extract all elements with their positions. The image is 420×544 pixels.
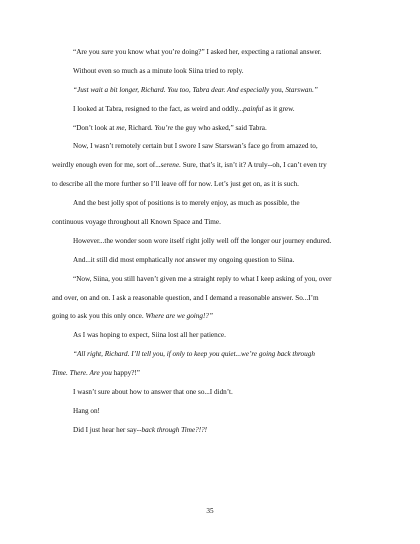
paragraph-line <box>52 364 382 383</box>
italic-text-run: sure <box>101 48 114 56</box>
paragraph-line <box>52 137 382 156</box>
text-run: “Are you <box>73 48 102 56</box>
paragraph-line <box>52 194 382 213</box>
paragraph-line <box>52 213 382 232</box>
italic-text-run: serene. <box>160 161 181 170</box>
text-run: Richard. <box>126 123 155 132</box>
text-run: weirdly enough even for me, sort of... <box>52 161 161 170</box>
italic-text-run: not <box>174 255 185 264</box>
italic-text-run: Where are we going!?” <box>145 312 213 321</box>
text-run: Did I just hear her say-- <box>73 425 142 434</box>
paragraph-line <box>52 270 382 289</box>
text-run: the guy who asked,” said Tabra. <box>173 123 267 132</box>
paragraph-line <box>52 289 382 308</box>
text-run: And...it still did most emphatically <box>73 255 175 264</box>
italic-text-run: Starswan.” <box>285 85 318 94</box>
paragraph-line <box>52 326 382 345</box>
text-run: Hang on! <box>73 406 100 415</box>
paragraph-line <box>52 119 382 138</box>
italic-text-run: back through Time?!?! <box>141 425 208 434</box>
text-run: continuous voyage throughout all Known Space and Time. <box>52 218 221 227</box>
text-run: Without even so much as a minute look Siina tried to reply. <box>73 66 244 75</box>
paragraph-line <box>52 421 382 440</box>
paragraph-line <box>52 307 382 326</box>
paragraph-line <box>52 100 382 119</box>
text-run: I wasn’t sure about how to answer that one so...I didn’t. <box>73 388 233 397</box>
text-run: you know what you’re doing?” I asked her, expecting a rational answer. <box>113 48 322 56</box>
text-run: And the best jolly spot of positions is to merely enjoy, as much as possible, the <box>73 199 300 208</box>
paragraph-line <box>52 251 382 270</box>
text-run: Now, I wasn’t remotely certain but I swore I saw Starswan’s face go from amazed to, <box>73 142 318 151</box>
text-run: and over, on and on. I ask a reasonable question, and I demand a reasonable answer. So...I’m <box>52 293 319 302</box>
text-run: However...the wonder soon wore itself right jolly well off the longer our journey endured. <box>73 236 332 245</box>
paragraph-line <box>52 62 382 81</box>
paragraph-line <box>52 345 382 364</box>
paragraph-line <box>52 81 382 100</box>
text-run: going to ask you this only once. <box>52 312 146 321</box>
text-run: “Don’t look at <box>73 123 117 132</box>
text-run: as it grew. <box>263 104 295 113</box>
text-run: “Now, Siina, you still haven’t given me a straight reply to what I keep asking of you, over <box>73 274 332 283</box>
italic-text-run: Time. There. Are you <box>52 369 114 378</box>
italic-text-run: painful <box>243 104 264 113</box>
paragraph-line <box>52 383 382 402</box>
paragraph-line <box>52 175 382 194</box>
body-text <box>52 43 382 440</box>
paragraph-line <box>52 402 382 421</box>
text-run: you, <box>270 85 286 94</box>
paragraph-line <box>52 156 382 175</box>
paragraph-line <box>52 232 382 251</box>
text-run: answer my ongoing question to Siina. <box>184 255 295 264</box>
text-run: Sure, that’s it, isn’t it? A truly--oh, I can’t even try <box>180 161 327 170</box>
page-number: 35 <box>206 507 214 515</box>
paragraph-line <box>52 43 382 62</box>
text-run: to describe all the more further so I’ll leave off for now. Let’s just get on, as it is such. <box>52 180 299 189</box>
italic-text-run: me, <box>116 123 127 132</box>
text-run: As I was hoping to expect, Siina lost all her patience. <box>73 331 226 340</box>
text-run: happy?!” <box>113 369 140 378</box>
italic-text-run: You’re <box>154 123 174 132</box>
text-run: I looked at Tabra, resigned to the fact, as weird and oddly... <box>73 104 244 113</box>
italic-text-run: “All right, Richard. I’ll tell you, if only to keep you quiet...we’re going back through <box>73 350 315 359</box>
italic-text-run: “Just wait a bit longer, Richard. You too, Tabra dear. And especially <box>73 85 271 94</box>
